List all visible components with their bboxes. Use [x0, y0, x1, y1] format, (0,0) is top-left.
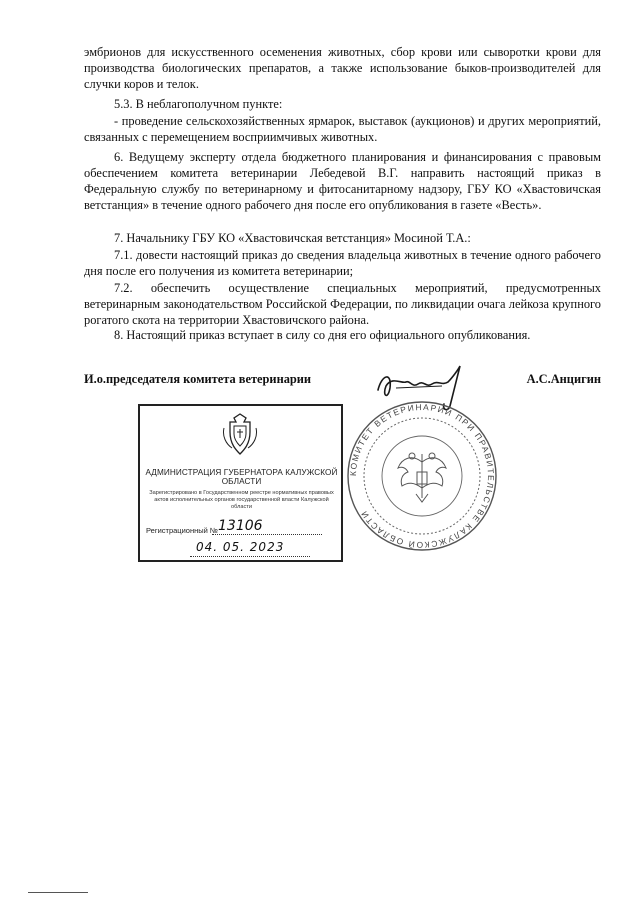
paragraph-7-2: 7.2. обеспечить осуществление специальных мероприятий, предусмотренных ветеринарным законодательством Российской Федерации, по ликвидации очага лейкоза крупного рогатого скота на территории Хвастовичского района. — [84, 281, 601, 327]
registration-date-rule — [190, 556, 310, 557]
registration-number-rule — [212, 534, 322, 535]
seal-text: КОМИТЕТ ВЕТЕРИНАРИИ ПРИ ПРАВИТЕЛЬСТВЕ КАЛУЖСКОЙ ОБЛАСТИ — [347, 401, 497, 551]
paragraph-5-3: 5.3. В неблагополучном пункте: — [114, 97, 283, 111]
registration-text: Зарегистрировано в Государственном реестре нормативных правовых актов исполнительных органов государственной власти Калужской области — [149, 490, 334, 510]
paragraph-6: 6. Ведущему эксперту отдела бюджетного планирования и финансирования с правовым обеспечением комитета ветеринарии Лебедевой В.Г. направить настоящий приказ в Федеральную службу по ветеринарному и фитосанитарному надзору, ГБУ КО «Хвастовичская ветстанция» в течение одного рабочего дня после его опубликования в газете «Весть». — [84, 150, 601, 212]
double-headed-eagle-icon — [398, 453, 446, 502]
registration-stamp — [138, 404, 343, 562]
paragraph-5-3-item: - проведение сельскохозяйственных ярмарок, выставок (аукционов) и других мероприятий, связанных с перемещением восприимчивых животных. — [84, 114, 601, 144]
registration-number-label: Регистрационный № — [146, 526, 218, 535]
signatory-position: И.о.председателя комитета ветеринарии — [84, 372, 312, 386]
coat-of-arms-icon — [220, 412, 260, 456]
signatory-name: А.С.Анцигин — [526, 372, 601, 386]
paragraph-continuation: эмбрионов для искусственного осеменения животных, сбор крови или сыворотки крови для производства биологических препаратов, а также использование быков-производителей для случки коров и телок. — [84, 45, 601, 91]
paragraph-7: 7. Начальнику ГБУ КО «Хвастовичская ветстанция» Мосиной Т.А.: — [114, 231, 471, 245]
registration-date: 04. 05. 2023 — [196, 540, 285, 554]
registration-organization: АДМИНИСТРАЦИЯ ГУБЕРНАТОРА КАЛУЖСКОЙ ОБЛАСТИ — [145, 468, 338, 486]
paragraph-7-1: 7.1. довести настоящий приказ до сведения владельца животных в течение одного рабочего дня после его получения из комитета ветеринарии; — [84, 248, 601, 278]
official-seal — [344, 398, 500, 554]
registration-number: 13106 — [218, 518, 263, 534]
footer-rule — [28, 892, 88, 893]
paragraph-8: 8. Настоящий приказ вступает в силу со дня его официального опубликования. — [114, 328, 531, 342]
